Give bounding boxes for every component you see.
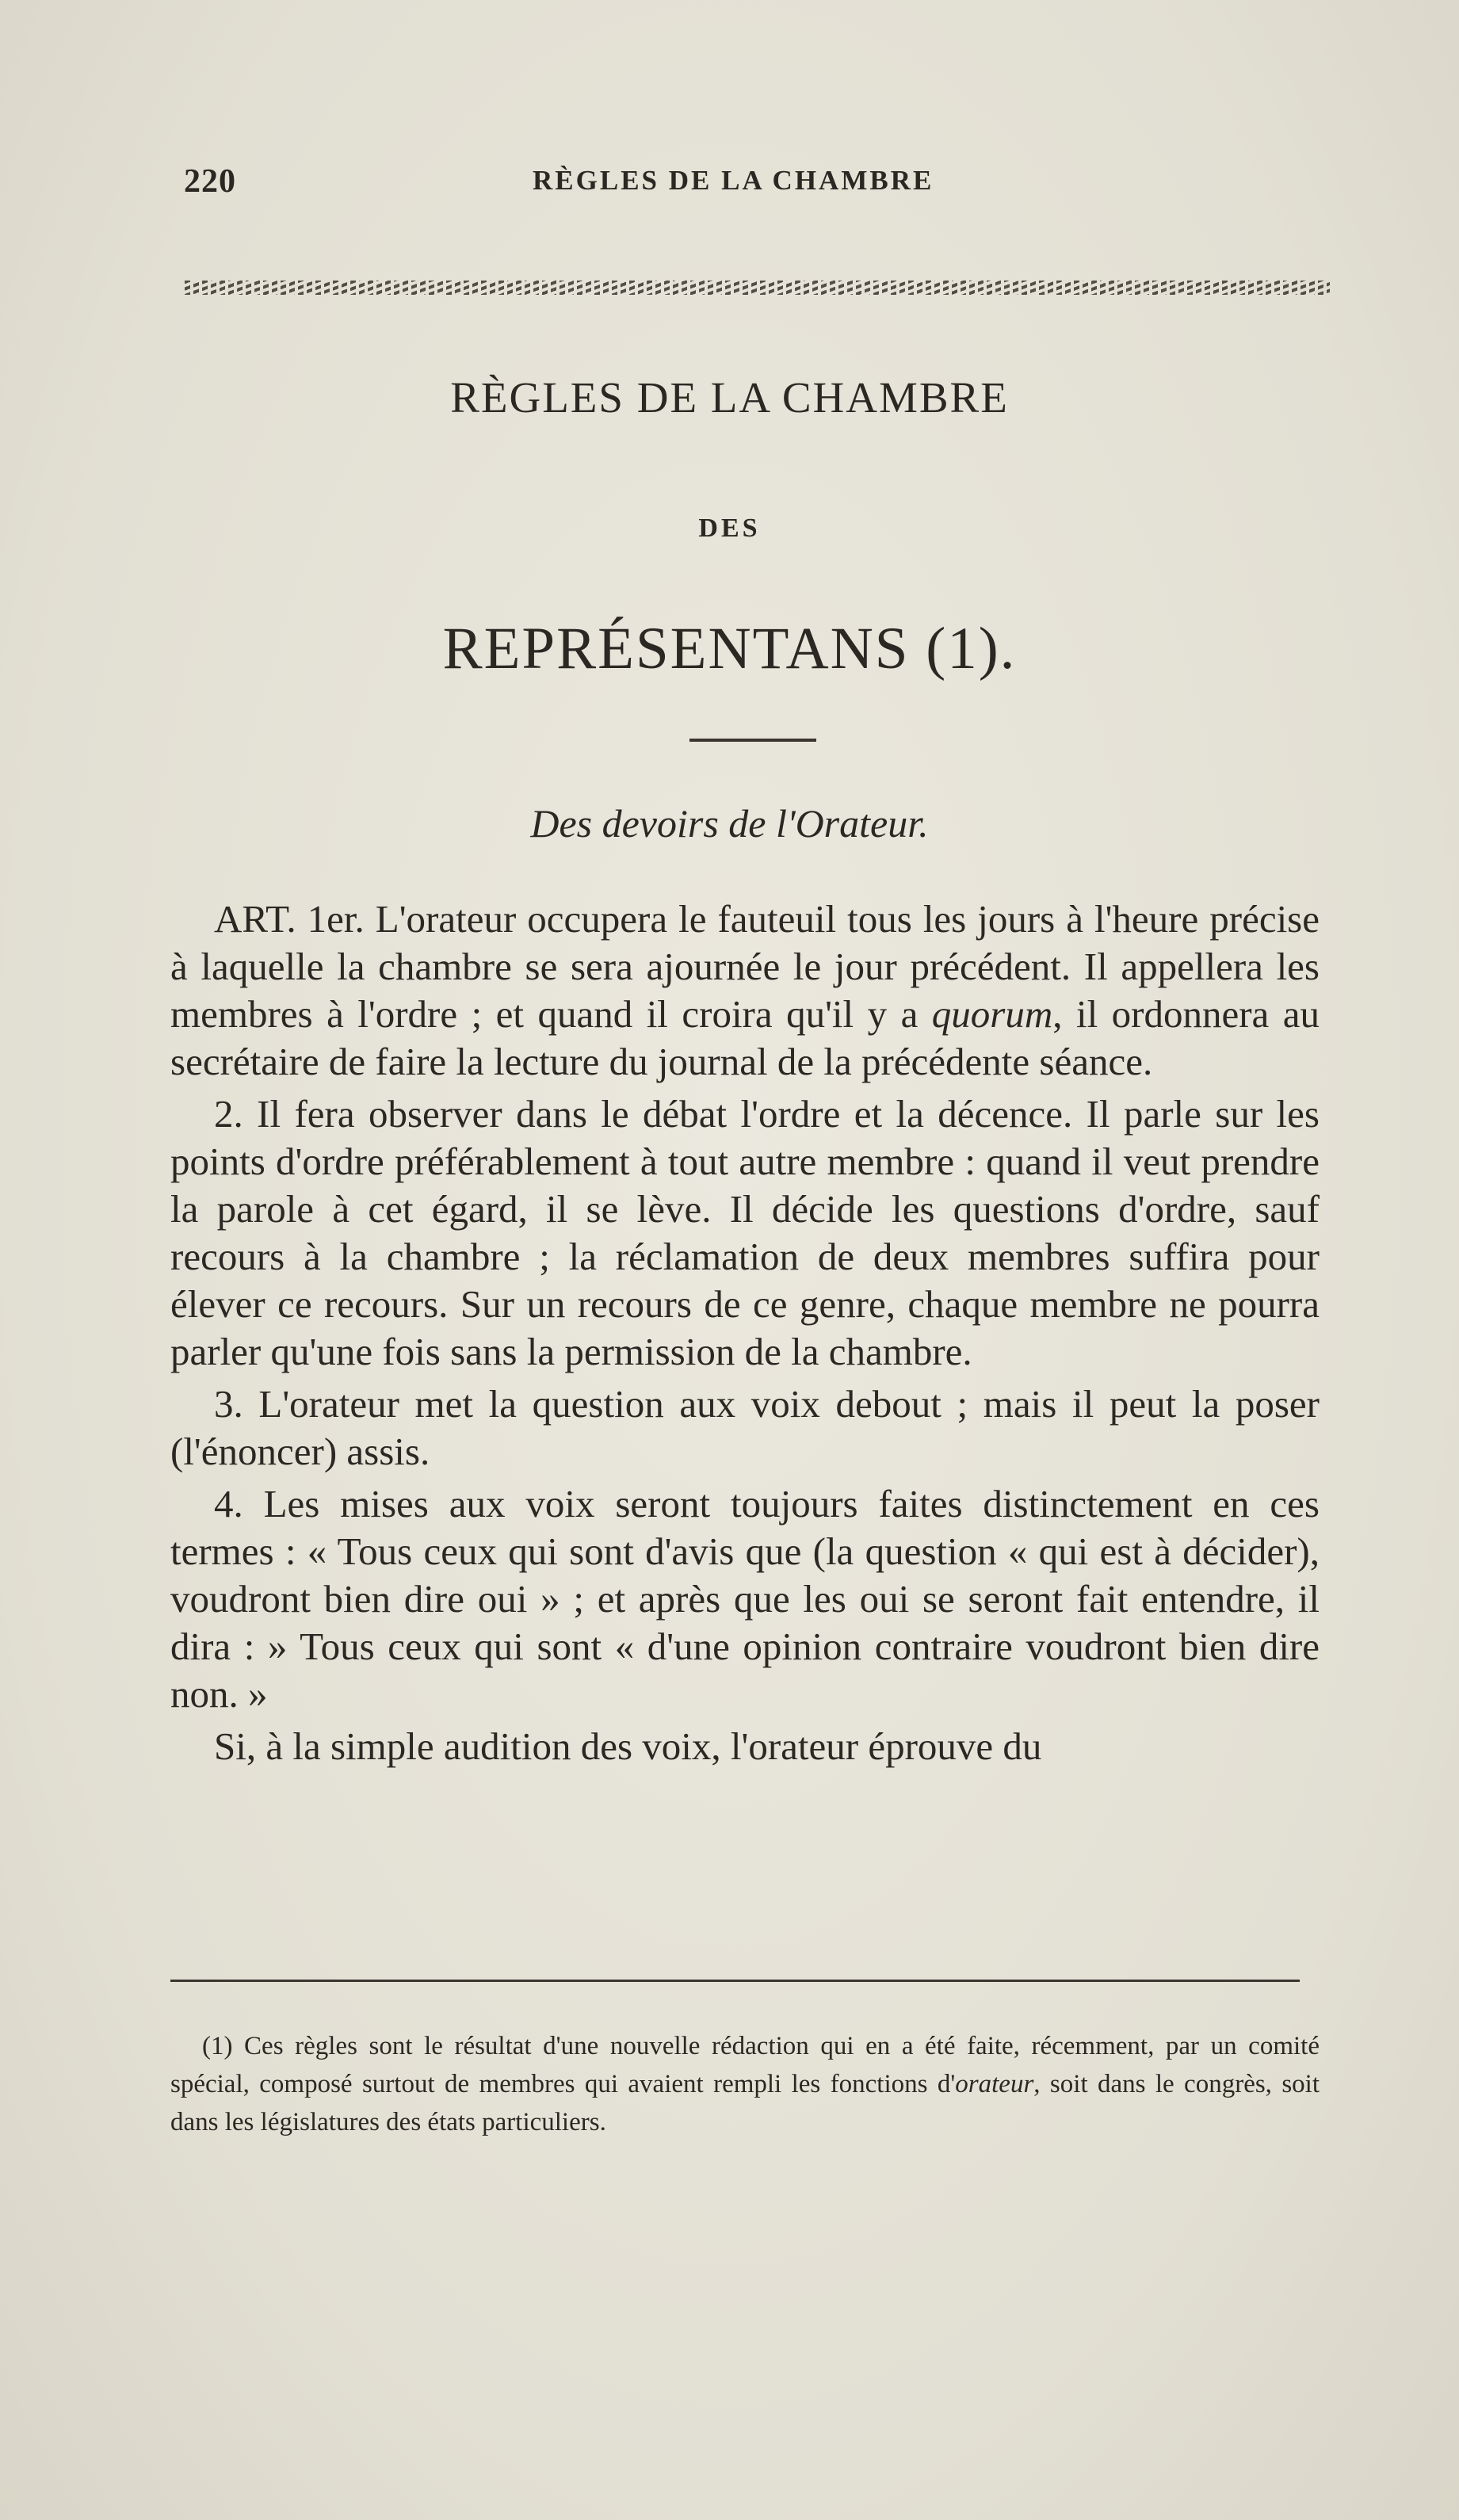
article-2: 2. Il fera observer dans le débat l'ordre et la décence. Il parle sur les points d'ordre préférablement à tout autre membre : quand il veut prendre la parole à cet égard, il se lève. Il décide les questions d'ordre, sauf recours à la chambre ; la réclamation de deux membres suffira pour élever ce recours. Sur un recours de ce genre, chaque membre ne pourra parler qu'une fois sans la permission de la chambre.	[170, 1092, 1320, 1373]
article-3: 3. L'orateur met la question aux voix debout ; mais il peut la poser (l'énoncer) assis.	[170, 1382, 1320, 1473]
section-heading: Des devoirs de l'Orateur.	[530, 801, 929, 846]
chapter-title-connector: DES	[698, 514, 761, 543]
italic-term: quorum	[931, 992, 1053, 1036]
chapter-title-main: REPRÉSENTANS (1).	[442, 616, 1017, 682]
ornamental-rule	[185, 281, 1330, 295]
chapter-title: RÈGLES DE LA CHAMBRE	[450, 373, 1009, 422]
running-head: RÈGLES DE LA CHAMBRE	[533, 165, 934, 196]
title-divider	[689, 739, 816, 742]
continuation-paragraph: Si, à la simple audition des voix, l'orateur éprouve du	[214, 1724, 1042, 1768]
footnote-divider	[170, 1980, 1300, 1982]
footnote-italic-term: orateur	[955, 2070, 1034, 2098]
article-1: ART. 1er. L'orateur occupera le fauteuil tous les jours à l'heure précise à laquelle la chambre se sera ajournée le jour précédent. Il appellera les membres à l'ordre ; et quand il croira qu'il y a quorum, il ordonnera au secrétaire de faire la lecture du journal de la précédente séance.	[170, 897, 1320, 1083]
page-number: 220	[184, 163, 236, 200]
article-1-label: ART. 1er.	[214, 897, 365, 941]
footnote: (1) Ces règles sont le résultat d'une nouvelle rédaction qui en a été faite, récemment, par un comité spécial, composé surtout de membres qui avaient rempli les fonctions d'orateur, soit dans le congrès, soit dans les législatures des états particuliers.	[170, 2032, 1320, 2136]
body-text	[170, 895, 1320, 1775]
article-4: 4. Les mises aux voix seront toujours faites distinctement en ces termes : « Tous ceux qui sont d'avis que (la question « qui est à décider), voudront bien dire oui » ; et après que les oui se seront fait entendre, il dira : » Tous ceux qui sont « d'une opinion contraire voudront bien dire non. »	[170, 1482, 1320, 1716]
